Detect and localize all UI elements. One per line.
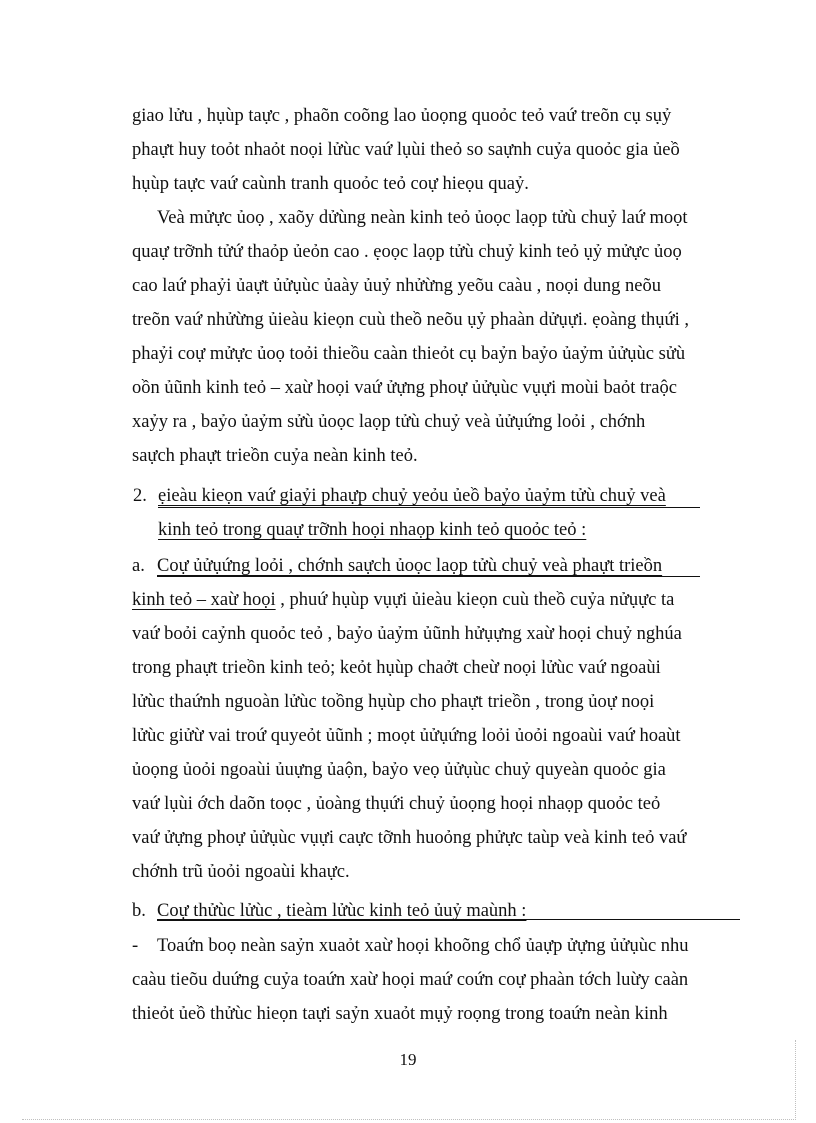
paragraph-line: treõn vaứ nhửừng ủieàu kieọn cuù theồ neõu ụỷ phaàn dửụựi. ẹoàng thụứi ,: [132, 310, 689, 330]
page-number: 19: [399, 1050, 417, 1069]
paragraph-line: phaựt huy toỏt nhaỏt noọi lửùc vaứ lụùi theỏ so saựnh cuỷa quoỏc gia ủeồ: [132, 140, 680, 160]
paragraph-line: xaỷy ra , baỷo ủaỷm sửù ủoọc laọp tửù chuỷ veà ủửụứng loỏi , chớnh: [132, 412, 646, 432]
bullet-item: - Toaứn boọ neàn saỷn xuaỏt xaừ hoọi khoõng chổ ủaựp ửựng ủửụùc nhu: [0, 927, 816, 965]
item-underline: [157, 919, 740, 920]
paragraph-line: vaứ boỏi caỷnh quoỏc teỏ , baỷo ủaỷm ủũnh hửụựng xaừ hoọi chuỷ nghúa: [132, 624, 682, 644]
paragraph-line: hụùp taực vaứ caùnh tranh quoỏc teỏ coự hieọu quaỷ.: [132, 174, 529, 194]
paragraph-line: chớnh trũ ủoỏi ngoaùi khaực.: [132, 862, 350, 882]
item-title: Coự ủửụứng loỏi , chớnh saựch ủoọc laọp tửù chuỷ veà phaựt trieồn: [157, 556, 663, 576]
item-marker: b.: [132, 901, 146, 921]
bullet-marker: -: [132, 936, 139, 956]
paragraph-line: cao laứ phaỷi ủaựt ủửụùc ủaày ủuỷ nhửừng yeõu caàu , noọi dung neõu: [132, 276, 661, 296]
page-border: [22, 1119, 794, 1120]
paragraph-line: vaứ ửựng phoự ủửụùc vụựi caực tỡnh huoỏng phửực taùp veà kinh teỏ vaứ: [132, 828, 687, 848]
paragraph-line: kinh teỏ – xaừ hoọi , phuứ hụùp vụựi ủieàu kieọn cuù theồ cuỷa nửụực ta: [132, 590, 675, 610]
page-border: [795, 1040, 796, 1120]
paragraph-line: thieỏt ủeồ thửùc hieọn taựi saỷn xuaỏt mụỷ roọng trong toaứn neàn kinh: [132, 1004, 668, 1024]
paragraph-line: trong phaựt trieồn kinh teỏ; keỏt hụùp chaởt cheừ noọi lửùc vaứ ngoaùi: [132, 658, 661, 678]
paragraph-line: quaự trỡnh tửứ thaỏp ủeỏn cao . ẹoọc laọp tửù chuỷ kinh teỏ ụỷ mửực ủoọ: [132, 242, 682, 262]
paragraph-line: oồn ủũnh kinh teỏ – xaừ hoọi vaứ ửựng phoự ủửụùc vụựi moùi baỏt traộc: [132, 378, 677, 398]
paragraph-line: saựch phaựt trieồn cuỷa neàn kinh teỏ.: [132, 446, 418, 466]
paragraph-line: giao lửu , hụùp taực , phaõn coõng lao ủoọng quoỏc teỏ vaứ treõn cụ sụỷ: [132, 106, 672, 126]
heading-text: kinh teỏ trong quaự trỡnh hoọi nhaọp kinh teỏ quoỏc teỏ :: [158, 520, 587, 540]
item-marker: a.: [132, 556, 145, 576]
paragraph-line: Veà mửực ủoọ , xaõy dửùng neàn kinh teỏ ủoọc laọp tửù chuỷ laứ moọt: [157, 208, 688, 228]
paragraph-line: vaứ lụùi ớch daõn toọc , ủoàng thụứi chuỷ ủoọng hoọi nhaọp quoỏc teỏ: [132, 794, 661, 814]
section-heading: [0, 511, 816, 549]
paragraph-line: lửùc thaứnh nguoàn lửùc toồng hụùp cho phaựt trieồn , trong ủoự noọi: [132, 692, 655, 712]
paragraph-line: lửùc giửừ vai troứ quyeỏt ủũnh ; moọt ủửụứng loỏi ủoỏi ngoaùi vaứ hoaùt: [132, 726, 681, 746]
paragraph-line: ủoọng ủoỏi ngoaùi ủuựng ủaộn, baỷo veọ ủửụùc chuỷ quyeàn quoỏc gia: [132, 760, 666, 780]
list-item-a: [0, 547, 816, 585]
paragraph-line: phaỷi coự mửực ủoọ toỏi thieồu caàn thieỏt cụ baỷn baỷo ủaỷm ủửụùc sửù: [132, 344, 686, 364]
item-title: kinh teỏ – xaừ hoọi: [132, 590, 276, 610]
heading-underline: [158, 507, 700, 508]
paragraph-line: caàu tieõu duứng cuỷa toaứn xaừ hoọi maứ coứn coự phaàn tớch luừy caàn: [132, 970, 689, 990]
heading-text: ẹieàu kieọn vaứ giaỷi phaựp chuỷ yeỏu ủeồ baỷo ủaỷm tửù chuỷ veà: [158, 486, 666, 506]
list-item-b: [0, 892, 816, 930]
section-heading: [0, 477, 816, 515]
heading-number: 2.: [133, 486, 147, 506]
item-title: Coự thửùc lửùc , tieàm lửùc kinh teỏ ủuỷ maùnh :: [157, 901, 527, 921]
item-underline: [157, 576, 700, 577]
